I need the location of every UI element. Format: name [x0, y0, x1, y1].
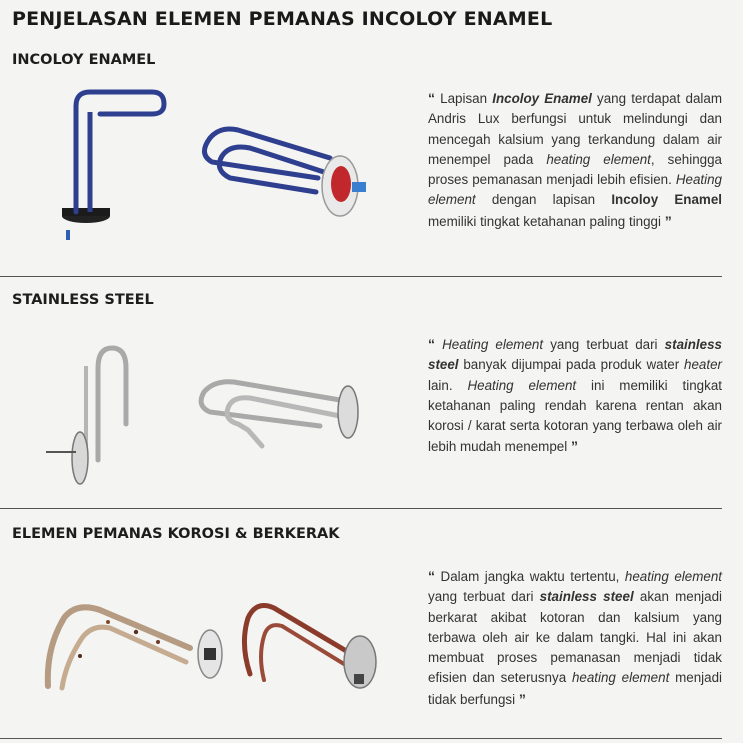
- incoloy-element-vertical-image: [40, 80, 180, 255]
- incoloy-element-horizontal-image: [190, 120, 385, 220]
- stainless-description: “ Heating element yang terbuat dari stainless steel banyak dijumpai pada produk water heater lain. Heating element ini memiliki tingkat ketahanan paling rendah karena rentan akan korosi / karat serta kotoran yang terbawa oleh air lebih mudah menempel ”: [428, 336, 722, 455]
- page-title: PENJELASAN ELEMEN PEMANAS INCOLOY ENAMEL: [12, 8, 553, 30]
- stainless-element-vertical-image: [40, 340, 140, 490]
- section-divider: [0, 508, 722, 509]
- section-heading-stainless: STAINLESS STEEL: [12, 292, 154, 308]
- section-heading-corroded: ELEMEN PEMANAS KOROSI & BERKERAK: [12, 526, 340, 542]
- section-divider: [0, 276, 722, 277]
- section-divider: [0, 738, 722, 739]
- corroded-description: “ Dalam jangka waktu tertentu, heating element yang terbuat dari stainless steel akan menjadi berkarat akibat kotoran dan kalsium yang terbawa oleh air ke dalam tangki. Hal ini akan membuat proses pemanasan menjadi tidak efisien dan seterusnya heating element menjadi tidak berfungsi ”: [428, 568, 722, 707]
- rusted-element-image: [238, 600, 398, 700]
- stainless-element-horizontal-image: [190, 372, 370, 462]
- section-heading-incoloy: INCOLOY ENAMEL: [12, 52, 156, 68]
- corroded-stainless-element-image: [40, 598, 230, 698]
- incoloy-description: “ Lapisan Incoloy Enamel yang terdapat dalam Andris Lux berfungsi untuk melindungi dan mencegah kalsium yang terkandung dalam air menempel pada heating element, sehingga proses pemanasan menjadi lebih efisien. Heating element dengan lapisan Incoloy Enamel memiliki tingkat ketahanan paling tinggi ”: [428, 90, 723, 229]
